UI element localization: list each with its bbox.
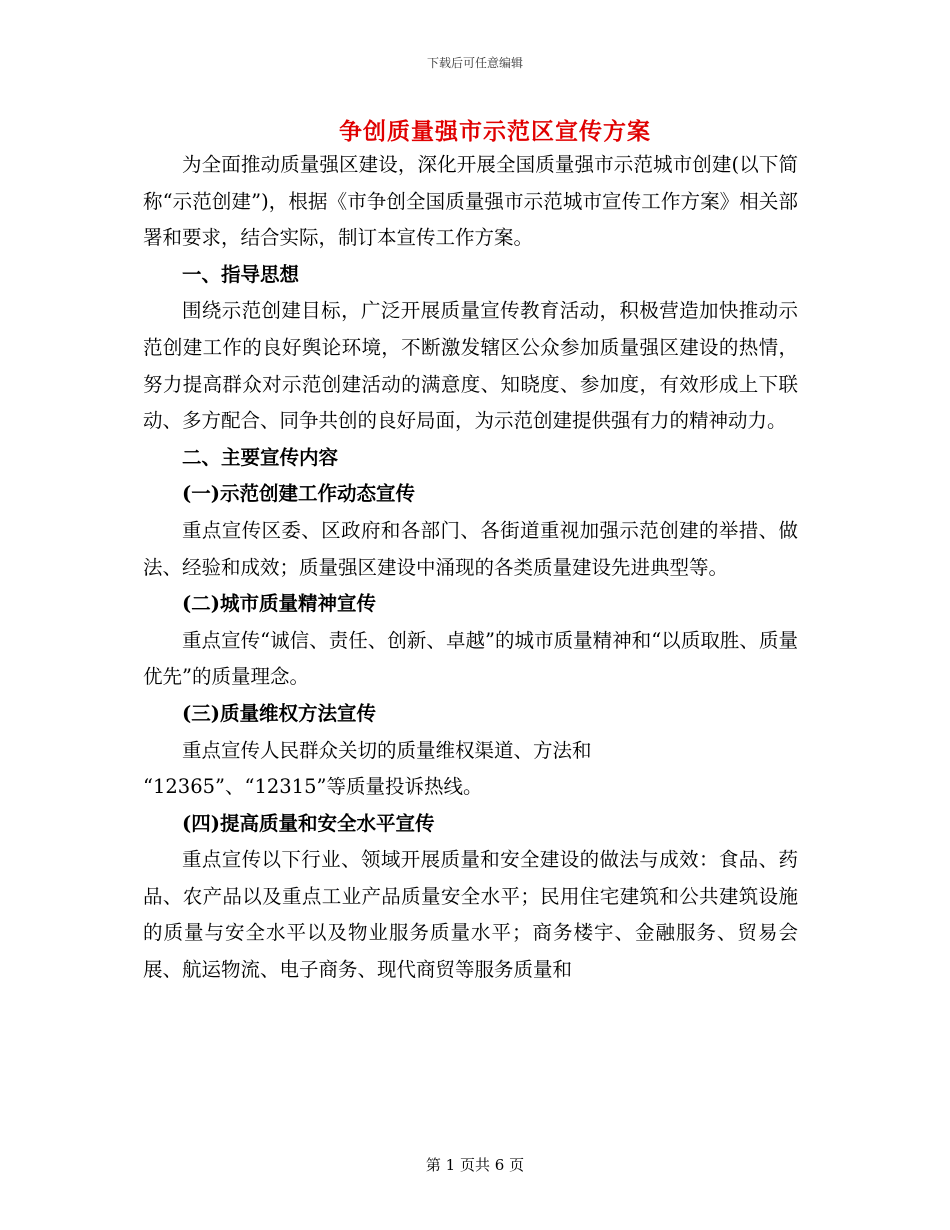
page-footer: 第 1 页共 6 页 bbox=[425, 1156, 525, 1174]
section-heading-guiding-ideology: 一、指导思想 bbox=[182, 262, 300, 286]
section-heading-main-content: 二、主要宣传内容 bbox=[182, 445, 339, 469]
subsection-body-2: 重点宣传“诚信、责任、创新、卓越”的城市质量精神和“以质取胜、质量优先”的质量理念。 bbox=[143, 628, 798, 689]
subsection-body-3-line1: 重点宣传人民群众关切的质量维权渠道、方法和 bbox=[182, 738, 592, 762]
document-body bbox=[143, 147, 798, 989]
subsection-heading-3: (三)质量维权方法宣传 bbox=[182, 701, 376, 725]
subsection-body-3-line2: “12365”、“12315”等质量投诉热线。 bbox=[143, 775, 483, 799]
subsection-heading-1: (一)示范创建工作动态宣传 bbox=[182, 482, 415, 506]
section-body-guiding-ideology: 围绕示范创建目标，广泛开展质量宣传教育活动，积极营造加快推动示范创建工作的良好舆论环境，不断激发辖区公众参加质量强区建设的热情，努力提高群众对示范创建活动的满意度、知晓度、参加度，有效形成上下联动、多方配合、同争共创的良好局面，为示范创建提供强有力的精神动力。 bbox=[143, 299, 798, 433]
subsection-heading-4: (四)提高质量和安全水平宣传 bbox=[182, 811, 435, 835]
intro-paragraph: 为全面推动质量强区建设，深化开展全国质量强市示范城市创建(以下简称“示范创建”)，根据《市争创全国质量强市示范城市宣传工作方案》相关部署和要求，结合实际，制订本宣传工作方案。 bbox=[143, 153, 798, 250]
document-title: 争创质量强市示范区宣传方案 bbox=[339, 118, 651, 145]
subsection-heading-2: (二)城市质量精神宣传 bbox=[182, 592, 376, 616]
subsection-body-1: 重点宣传区委、区政府和各部门、各街道重视加强示范创建的举措、做法、经验和成效；质量强区建设中涌现的各类质量建设先进典型等。 bbox=[143, 518, 798, 579]
header-note: 下载后可任意编辑 bbox=[426, 56, 523, 70]
subsection-body-4: 重点宣传以下行业、领域开展质量和安全建设的做法与成效：食品、药品、农产品以及重点工业产品质量安全水平；民用住宅建筑和公共建筑设施的质量与安全水平以及物业服务质量水平；商务楼宇、金融服务、贸易会展、航运物流、电子商务、现代商贸等服务质量和 bbox=[143, 848, 798, 982]
